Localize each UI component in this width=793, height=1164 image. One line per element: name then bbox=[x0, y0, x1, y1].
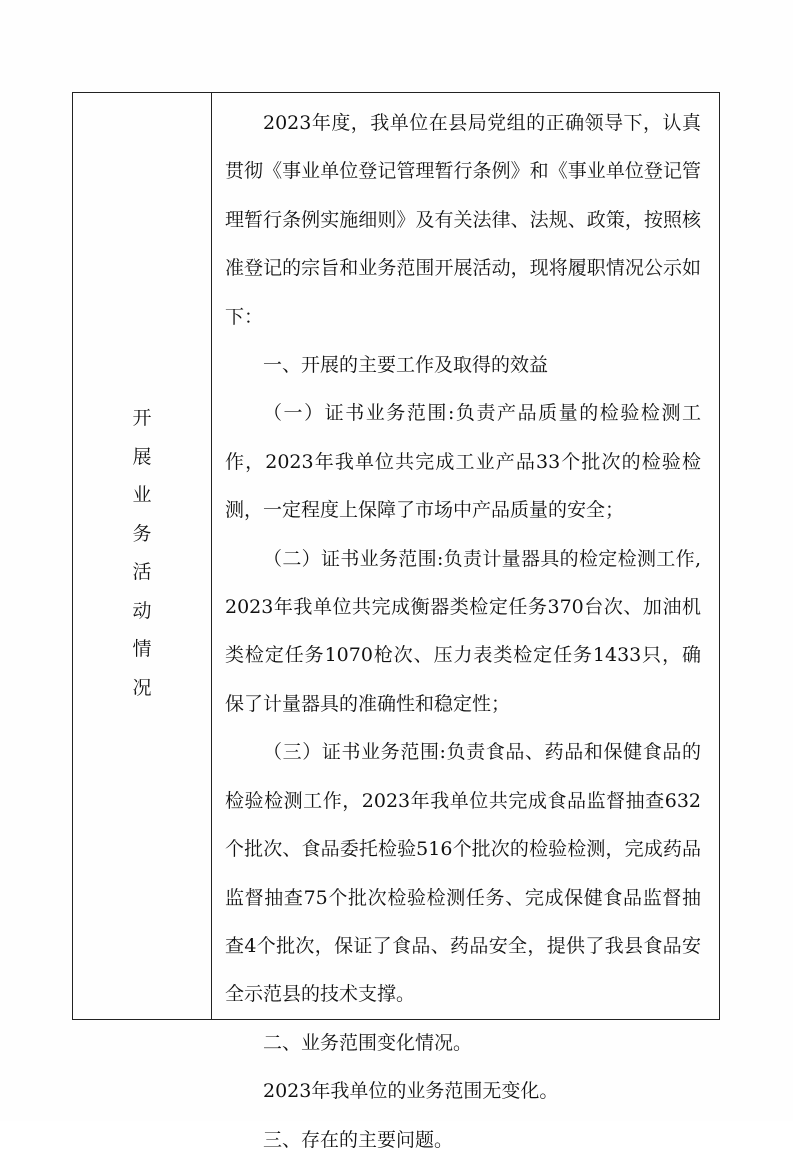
row-label-char: 务 bbox=[132, 522, 152, 545]
intro-paragraph: 2023年度，我单位在县局党组的正确领导下，认真贯彻《事业单位登记管理暂行条例》和《事业单位登记管理暂行条例实施细则》及有关法律、法规、政策，按照核准登记的宗旨和业务范围开展活动，现将履职情况公示如下： bbox=[225, 112, 701, 328]
content-cell bbox=[212, 93, 719, 1151]
section-heading-3: 三、存在的主要问题。 bbox=[263, 1128, 454, 1151]
row-label-char: 活 bbox=[132, 561, 152, 583]
row-label-char: 业 bbox=[132, 484, 152, 506]
row-label-char: 况 bbox=[132, 676, 152, 699]
row-label-char: 情 bbox=[132, 638, 152, 660]
row-label bbox=[73, 399, 211, 707]
scope-change-paragraph: 2023年我单位的业务范围无变化。 bbox=[263, 1080, 559, 1103]
section-heading-1: 一、开展的主要工作及取得的效益 bbox=[263, 354, 549, 377]
form-table bbox=[72, 92, 720, 1151]
section-heading-2: 二、业务范围变化情况。 bbox=[263, 1031, 473, 1054]
row-label-cell bbox=[73, 93, 212, 1019]
row-label-char: 动 bbox=[132, 599, 152, 622]
item-paragraph-1: （一）证书业务范围:负责产品质量的检验检测工作，2023年我单位共完成工业产品33个批次的检验检测，一定程度上保障了市场中产品质量的安全； bbox=[225, 402, 701, 522]
row-label-char: 展 bbox=[132, 445, 152, 468]
item-paragraph-2: （二）证书业务范围:负责计量器具的检定检测工作,2023年我单位共完成衡器类检定任务370台次、加油机类检定任务1070枪次、压力表类检定任务1433只，确保了计量器具的准确性和稳定性； bbox=[225, 547, 701, 715]
row-label-char: 开 bbox=[132, 407, 152, 429]
item-paragraph-3: （三）证书业务范围:负责食品、药品和保健食品的检验检测工作，2023年我单位共完成食品监督抽查632个批次、食品委托检验516个批次的检验检测，完成药品监督抽查75个批次检验检测任务、完成保健食品监督抽查4个批次，保证了食品、药品安全，提供了我县食品安全示范县的技术支撑。 bbox=[225, 741, 701, 1006]
